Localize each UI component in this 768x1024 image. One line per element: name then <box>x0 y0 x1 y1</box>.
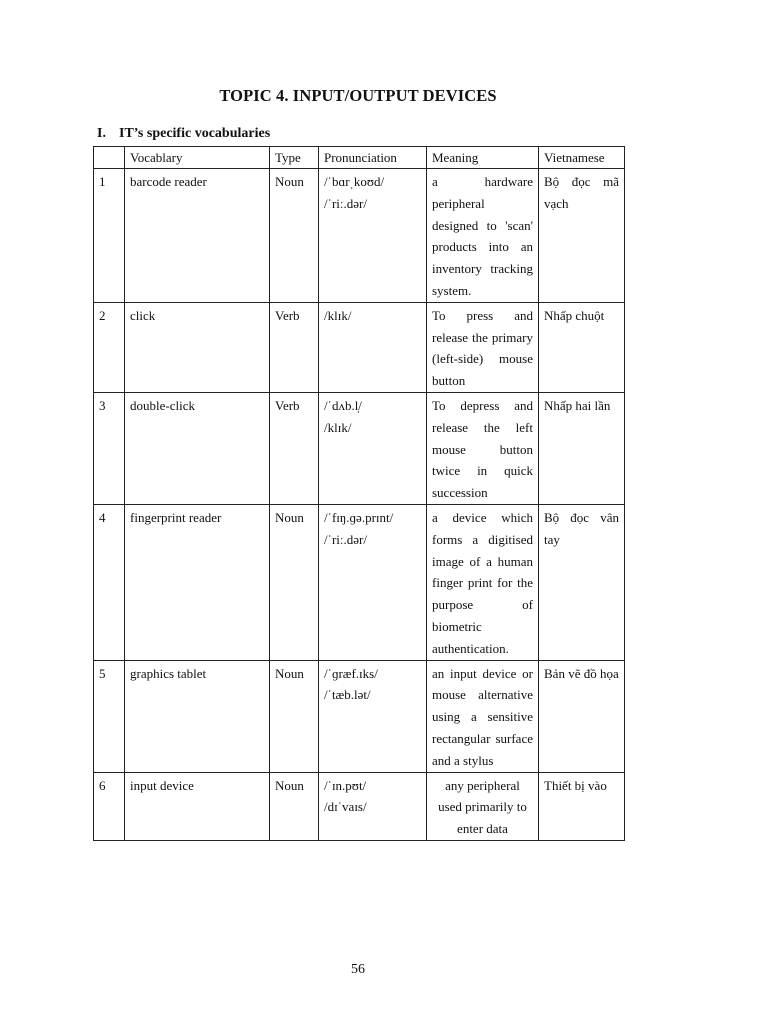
word-type: Noun <box>270 660 319 772</box>
vietnamese-translation: Thiết bị vào <box>539 772 625 840</box>
vietnamese-translation: Bộ đọc vân tay <box>539 504 625 660</box>
pronunciation-line: /klɪk/ <box>324 419 352 435</box>
vietnamese-translation: Bộ đọc mã vạch <box>539 169 625 303</box>
meaning-text: an input device or mouse alternative using a sensitive rectangular surface and a stylus <box>427 660 539 772</box>
vocabulary-term: double-click <box>125 392 270 504</box>
word-type: Verb <box>270 302 319 392</box>
table-row <box>94 302 625 392</box>
meaning-text: any peripheral used primarily to enter data <box>427 772 539 840</box>
pronunciation-cell <box>319 772 427 840</box>
word-type: Noun <box>270 504 319 660</box>
table-row <box>94 504 625 660</box>
header-meaning: Meaning <box>427 147 539 169</box>
meaning-text: To depress and release the left mouse button twice in quick succession <box>427 392 539 504</box>
section-number: I. <box>97 126 106 141</box>
table-header-row <box>94 147 625 169</box>
row-number: 6 <box>94 772 125 840</box>
pronunciation-line: /ˈɡræf.ɪks/ <box>324 665 378 681</box>
vocabulary-table <box>93 146 625 841</box>
pronunciation-cell <box>319 392 427 504</box>
vocabulary-term: barcode reader <box>125 169 270 303</box>
word-type: Verb <box>270 392 319 504</box>
meaning-text: To press and release the primary (left-side) mouse button <box>427 302 539 392</box>
pronunciation-line: /ˈtæb.lət/ <box>324 687 371 703</box>
section-heading <box>97 126 270 142</box>
page-number: 56 <box>351 962 365 977</box>
vocabulary-term: fingerprint reader <box>125 504 270 660</box>
pronunciation-line: /ˈbɑrˌkoʊd/ <box>324 174 385 189</box>
row-number: 5 <box>94 660 125 772</box>
table-row <box>94 169 625 303</box>
table-row <box>94 660 625 772</box>
pronunciation-cell <box>319 660 427 772</box>
pronunciation-line: /dɪˈvaɪs/ <box>324 799 367 815</box>
pronunciation-line: /ˈɪn.pʊt/ <box>324 777 367 793</box>
pronunciation-cell <box>319 169 427 303</box>
header-number <box>94 147 125 169</box>
pronunciation-line: /ˈriː.dər/ <box>324 531 367 547</box>
row-number: 2 <box>94 302 125 392</box>
pronunciation-line: /klɪk/ <box>324 307 352 323</box>
table-row <box>94 392 625 504</box>
vocabulary-term: graphics tablet <box>125 660 270 772</box>
page-title: TOPIC 4. INPUT/OUTPUT DEVICES <box>219 86 497 105</box>
pronunciation-cell <box>319 302 427 392</box>
header-vocabulary: Vocablary <box>125 147 270 169</box>
word-type: Noun <box>270 169 319 303</box>
table-row <box>94 772 625 840</box>
section-label: IT’s specific vocabularies <box>119 126 271 141</box>
header-type: Type <box>270 147 319 169</box>
pronunciation-cell <box>319 504 427 660</box>
vocabulary-term: input device <box>125 772 270 840</box>
meaning-text: a device which forms a digitised image of a human finger print for the purpose of biometric authentication. <box>427 504 539 660</box>
vietnamese-translation: Nhấp chuột <box>539 302 625 392</box>
header-pronunciation: Pronunciation <box>319 147 427 169</box>
pronunciation-line: /ˈdʌb.l̩/ <box>324 397 362 413</box>
meaning-text: a hardware peripheral designed to 'scan' products into an inventory tracking system. <box>427 169 539 303</box>
vietnamese-translation: Nhấp hai lần <box>539 392 625 504</box>
word-type: Noun <box>270 772 319 840</box>
row-number: 3 <box>94 392 125 504</box>
pronunciation-line: /ˈfɪŋ.ɡə.prɪnt/ <box>324 509 394 525</box>
vocabulary-term: click <box>125 302 270 392</box>
row-number: 1 <box>94 169 125 303</box>
row-number: 4 <box>94 504 125 660</box>
vietnamese-translation: Bản vẽ đồ họa <box>539 660 625 772</box>
header-vietnamese: Vietnamese <box>539 147 625 169</box>
pronunciation-line: /ˈriː.dər/ <box>324 195 367 211</box>
